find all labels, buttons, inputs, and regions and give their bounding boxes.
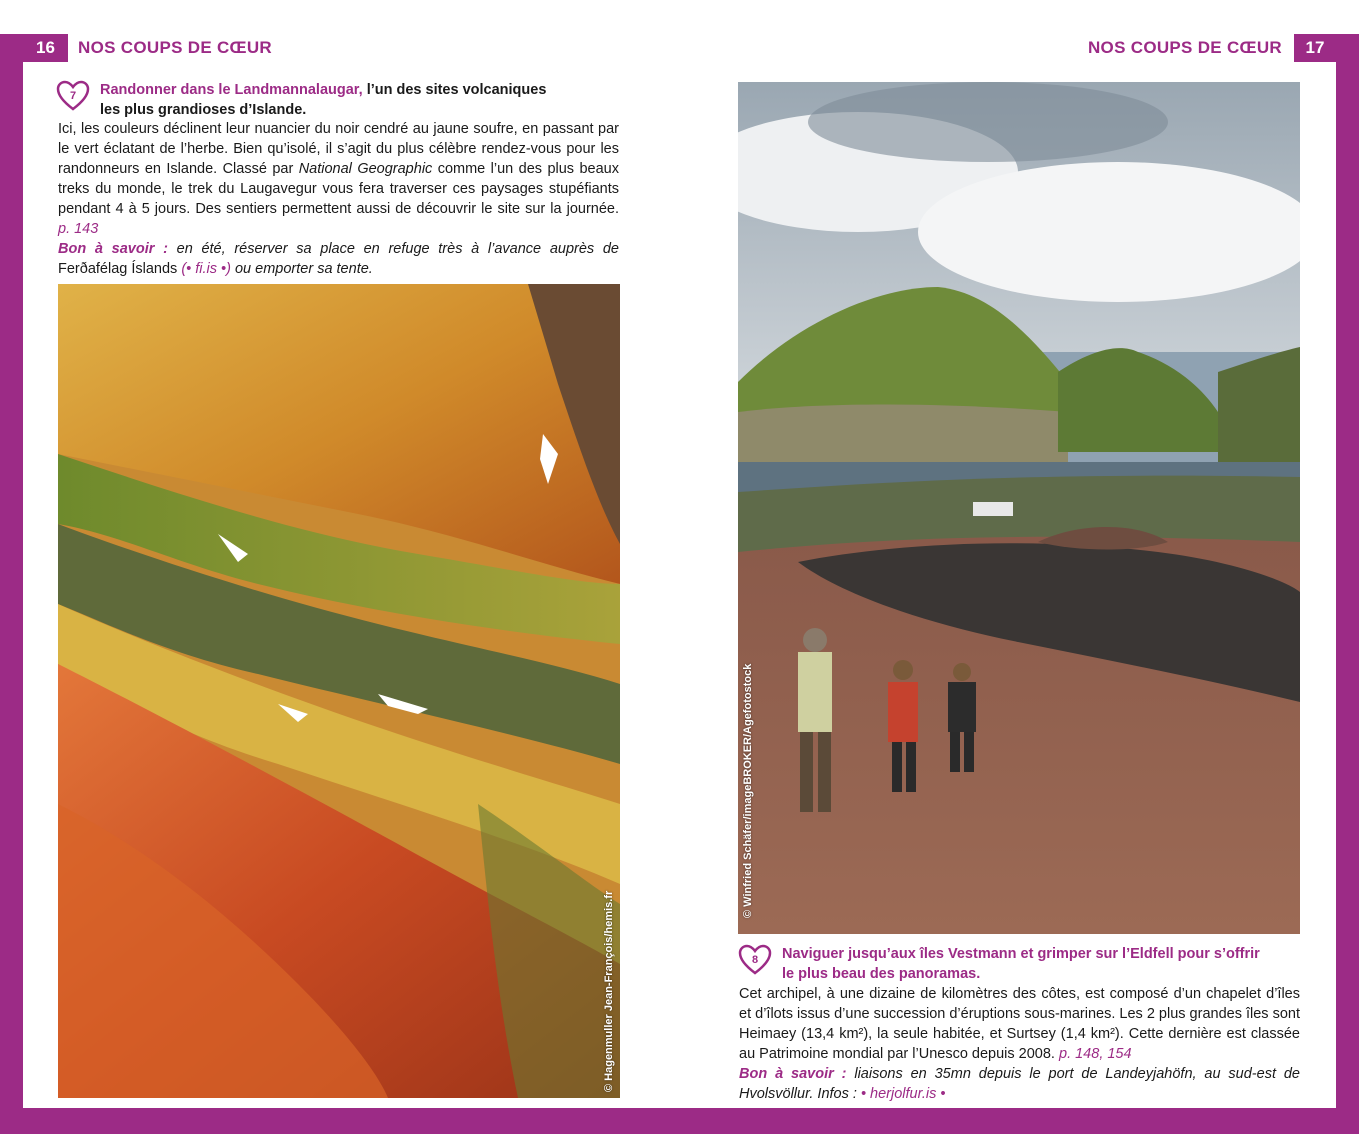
page-ref-link[interactable]: p. 143 (58, 221, 99, 237)
heart-icon (56, 80, 90, 112)
section-header-right: NOS COUPS DE CŒUR (1087, 38, 1282, 57)
page-border-left (0, 34, 23, 1134)
photo-credit-left: © Hagenmuller Jean-François/hemis.fr (603, 890, 615, 1092)
page-number-left: 16 (23, 34, 68, 62)
page-ref-link[interactable]: p. 148, 154 (1059, 1046, 1132, 1062)
item-body-7: Ici, les couleurs déclinent leur nuancier du noir cendré au jaune soufre, en passant par le vert éclatant de l’herbe. Bien qu’isolé, il s’agit du plus célèbre rendez-vous pour les randonneurs en Islande. Classé par National Geographic comme l’un des plus beaux treks du monde, le trek du Laugavegur vous fera traverser ces paysages stupéfiants pendant 4 à 5 jours. Des sentiers permettent aussi de découvrir le site sur la journée. p. 143 Bon à savoir : en été, réserver sa place en refuge très à l’avance auprès de Ferðafélag Íslands (• fi.is •) ou emporter sa tente. (58, 121, 619, 277)
heart-icon (738, 944, 772, 976)
photo-credit-right: © Winfried Schäfer/imageBROKER/Agefotostock (742, 663, 754, 918)
vestmann-islands-photo (738, 82, 1300, 934)
website-link[interactable]: (• fi.is •) (177, 261, 231, 277)
page-border-bottom (0, 1108, 1359, 1134)
page-number-right: 17 (1294, 34, 1336, 62)
item-number-8: 8 (751, 954, 759, 966)
section-header-left: NOS COUPS DE CŒUR (78, 38, 273, 57)
item-number-7: 7 (69, 90, 77, 102)
page-border-right (1336, 34, 1359, 1134)
item-heading-8: Naviguer jusqu’aux îles Vestmann et grimper sur l’Eldfell pour s’offrir le plus beau des panoramas. (782, 946, 1260, 982)
landmannalaugar-photo (58, 284, 620, 1098)
website-link[interactable]: • herjolfur.is • (860, 1086, 946, 1102)
item-body-8: Cet archipel, à une dizaine de kilomètres des côtes, est composé d’un chapelet d’îles et d’îlots issus d’une succession d’éruptions sous-marines. Les 2 plus grandes îles sont Heimaey (13,4 km²), la seule habitée, et Surtsey (1,4 km²). Cette dernière est classée au Patrimoine mondial par l’Unesco depuis 2008. p. 148, 154 Bon à savoir : liaisons en 35mn depuis le port de Landeyjahöfn, au sud-est de Hvolsvöllur. Infos : • herjolfur.is • (739, 986, 1300, 1102)
item-heading-7: Randonner dans le Landmannalaugar, l’un des sites volcaniques les plus grandioses d’Islande. (100, 82, 547, 118)
